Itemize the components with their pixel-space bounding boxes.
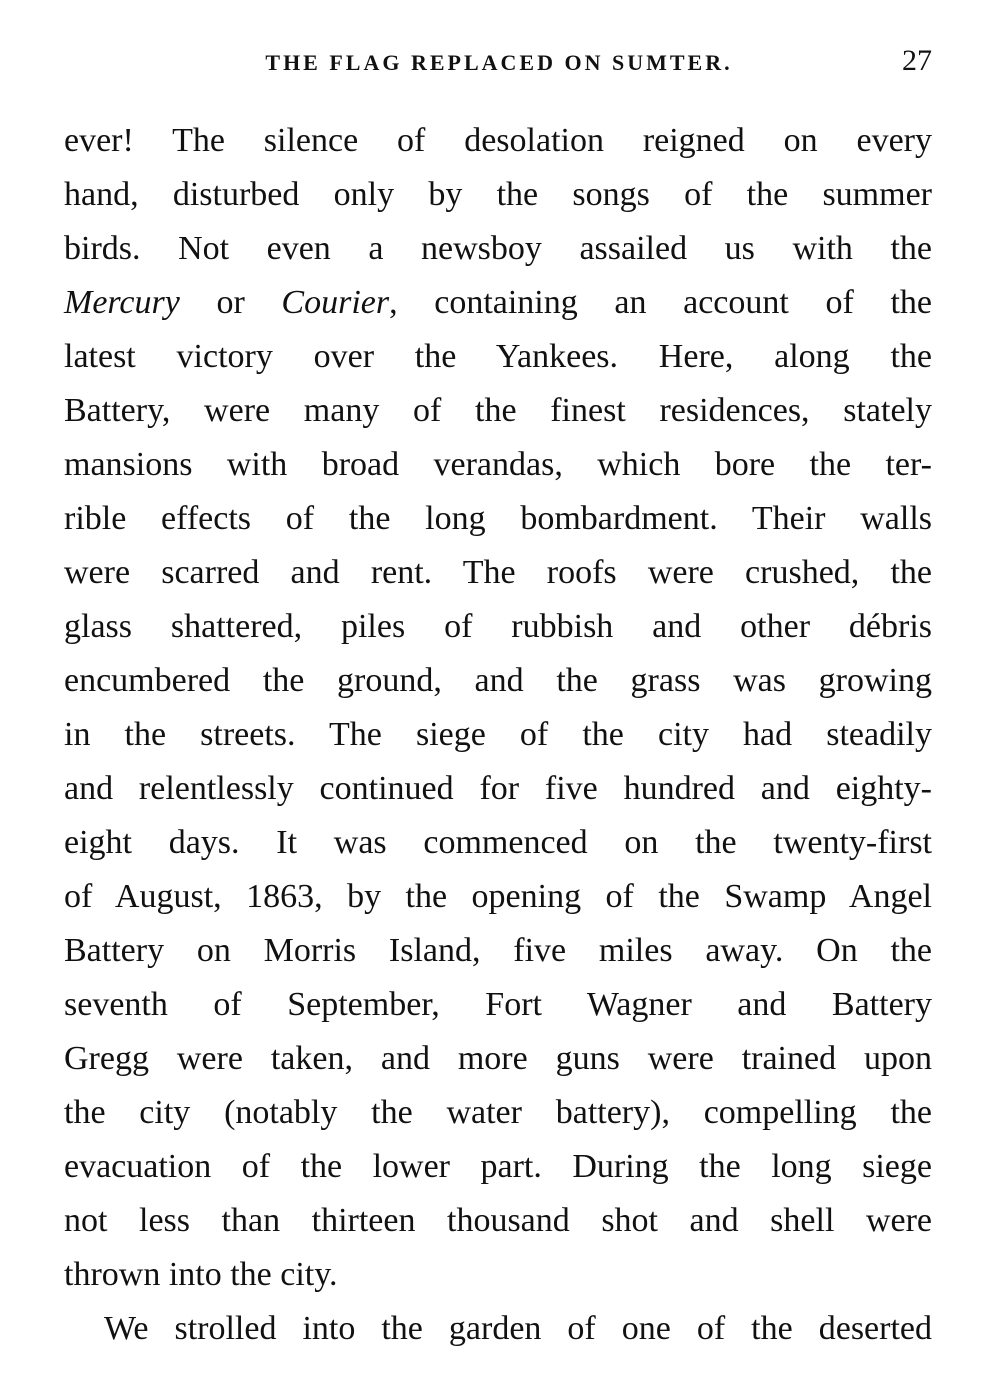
text-line: birds. Not even a newsboy assailed us with the: [64, 230, 932, 267]
text-line: ever! The silence of desolation reigned on every: [64, 122, 932, 159]
text-fragment: , containing an account of the: [389, 284, 932, 321]
text-line: thrown into the city.: [64, 1256, 338, 1293]
text-line: mansions with broad verandas, which bore the ter-: [64, 446, 932, 483]
page-number: 27: [902, 44, 932, 77]
text-line: encumbered the ground, and the grass was growing: [64, 662, 932, 699]
text-line: Battery, were many of the finest residences, stately: [64, 392, 932, 429]
text-line: We strolled into the garden of one of the deserted: [104, 1310, 932, 1347]
text-line: were scarred and rent. The roofs were crushed, the: [64, 554, 932, 591]
text-line: glass shattered, piles of rubbish and other débris: [64, 608, 932, 645]
text-line: the city (notably the water battery), compelling the: [64, 1094, 932, 1131]
text-line: rible effects of the long bombardment. Their walls: [64, 500, 932, 537]
text-fragment: or: [179, 284, 282, 321]
text-line: in the streets. The siege of the city had steadily: [64, 716, 932, 753]
text-line: [64, 276, 932, 330]
running-title: THE FLAG REPLACED ON SUMTER.: [265, 50, 733, 75]
text-line: evacuation of the lower part. During the long siege: [64, 1148, 932, 1185]
text-line: not less than thirteen thousand shot and shell were: [64, 1202, 932, 1239]
text-line: Battery on Morris Island, five miles away. On the: [64, 932, 932, 969]
text-line: of August, 1863, by the opening of the Swamp Angel: [64, 878, 932, 915]
text-line: latest victory over the Yankees. Here, along the: [64, 338, 932, 375]
body-text: [64, 114, 932, 1356]
text-line: seventh of September, Fort Wagner and Battery: [64, 986, 932, 1023]
text-line: Gregg were taken, and more guns were trained upon: [64, 1040, 932, 1077]
newspaper-title: Mercury: [64, 284, 180, 321]
text-line: and relentlessly continued for five hundred and eighty-: [64, 770, 932, 807]
newspaper-title: Courier: [281, 284, 390, 321]
running-head: [64, 44, 934, 84]
text-line: eight days. It was commenced on the twenty-first: [64, 824, 932, 861]
text-line: hand, disturbed only by the songs of the summer: [64, 176, 932, 213]
